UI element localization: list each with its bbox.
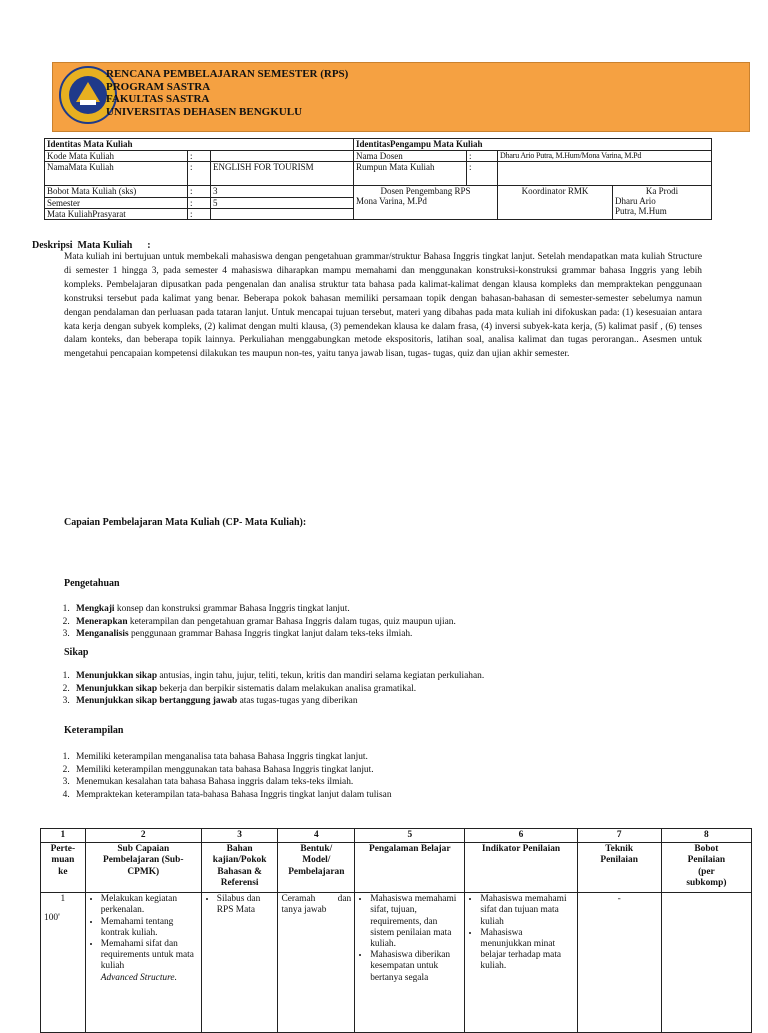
koordinator-label: Koordinator RMK [521,186,589,196]
keterampilan-item: 2. Memiliki keterampilan menggunakan tata bahasa Bahasa Inggris tingkat lanjut. [72,764,712,777]
semester-sep: : [188,198,211,209]
keterampilan-item: 1. Memiliki keterampilan menganalisa tata bahasa Bahasa Inggris tingkat lanjut. [72,751,712,764]
header-sub-cpmk: Sub Capaian Pembelajaran (Sub- CPMK) [85,843,201,893]
prasyarat-sep: : [188,209,211,220]
header-teknik: Teknik Penilaian [577,843,661,893]
kode-label: Kode Mata Kuliah [45,151,188,162]
bobot-sep: : [188,186,211,198]
sub-cpmk-course-name: Advanced Structure. [100,972,177,983]
col-number: 1 [41,829,86,843]
pengembang-name: Mona Varina, M.Pd [356,196,427,206]
nama-sep: : [188,162,211,186]
sub-cpmk-item: • Memahami tentang kontrak kuliah. [101,917,198,939]
kode-value [211,151,354,162]
header-bahan-kajian: Bahan kajian/Pokok Bahasan & Referensi [201,843,278,893]
bentuk-cell: Ceramah dan tanya jawab [278,893,355,1033]
pengetahuan-title: Pengetahuan [64,578,120,589]
rumpun-sep: : [467,162,498,186]
pengalaman-list [358,894,461,984]
header-line-faculty: FAKULTAS SASTRA [106,93,210,105]
col-number: 7 [577,829,661,843]
rumpun-value [498,162,712,186]
bobot-label: Bobot Mata Kuliah (sks) [45,186,188,198]
bobot-value: 3 [211,186,354,198]
meeting-duration: 100' [44,913,60,924]
pengetahuan-list [54,603,712,641]
sub-cpmk-list [89,894,198,984]
pengembang-label: Dosen Pengembang RPS [380,186,471,196]
header-indikator: Indikator Penilaian [465,843,577,893]
pengetahuan-item: 2. Menerapkan keterampilan dan pengetahuan gramar Bahasa Inggris dalam tugas, quiz maupun ujian. [72,616,712,629]
keterampilan-title: Keterampilan [64,725,124,736]
meeting-cell [41,893,86,1033]
identity-title: Identitas Mata Kuliah [45,139,354,151]
header-line-program: PROGRAM SASTRA [106,80,211,93]
indikator-cell [465,893,577,1033]
pengetahuan-item: 3. Menganalisis penggunaan grammar Bahasa Inggris tingkat lanjut dalam teks-teks ilmiah. [72,628,712,641]
keterampilan-item: 4. Mempraktekan keterampilan tata-bahasa Bahasa Inggris tingkat lanjut dalam tulisan [72,789,712,802]
identity-table [44,138,712,220]
sub-cpmk-item: • Melakukan kegiatan perkenalan. [101,894,198,916]
teknik-cell: - [577,893,661,1033]
kode-sep: : [188,151,211,162]
pengalaman-item: • Mahasiswa memahami sifat, tujuan, requirements, dan sistem penilaian mata kuliah. [370,894,461,950]
semester-label: Semester [45,198,188,209]
col-number: 6 [465,829,577,843]
pengalaman-item: • Mahasiswa diberikan kesempatan untuk bertanya segala [370,950,461,984]
col-number: 3 [201,829,278,843]
deskripsi-label: Deskripsi Mata Kuliah : [32,240,151,251]
pengetahuan-item: 1. Mengkaji konsep dan konstruksi grammar Bahasa Inggris tingkat lanjut. [72,603,712,616]
rps-table [40,828,752,1033]
sikap-list [54,670,712,708]
kaprodi-label: Ka Prodi [645,186,679,196]
header-pertemuan: Perte- muan ke [41,843,86,893]
meeting-number: 1 [60,894,66,905]
indikator-item: • Mahasiswa memahami sifat dan tujuan mata kuliah [480,894,573,928]
col-number: 4 [278,829,355,843]
header-line-university: UNIVERSITAS DEHASEN BENGKULU [106,105,303,118]
lecturer-identity-title: IdentitasPengampu Mata Kuliah [354,139,712,151]
pengembang-cell [354,186,498,220]
sub-cpmk-item: • Memahami sifat dan requirements untuk mata kuliah Advanced Structure. [101,939,198,984]
sikap-item: 1. Menunjukkan sikap antusias, ingin tahu, jujur, teliti, tekun, kritis dan mandiri selama kegiatan perkuliahan. [72,670,712,683]
sikap-item: 2. Menunjukkan sikap bekerja dan berpikir sistematis dalam melakukan analisa gramatikal. [72,683,712,696]
keterampilan-list [54,751,712,801]
capaian-title: Capaian Pembelajaran Mata Kuliah (CP- Mata Kuliah): [64,517,307,528]
header-pengalaman: Pengalaman Belajar [355,843,465,893]
col-number: 8 [661,829,751,843]
kaprodi-name-1: Dharu Ario [615,196,656,206]
nama-label: NamaMata Kuliah [45,162,188,186]
col-number: 2 [85,829,201,843]
sikap-title: Sikap [64,647,89,658]
bobot-cell [661,893,751,1033]
col-number: 5 [355,829,465,843]
header-bentuk: Bentuk/ Model/ Pembelajaran [278,843,355,893]
header-line-rps: RENCANA PEMBELAJARAN SEMESTER (RPS) [106,68,349,80]
indikator-list [468,894,573,972]
sub-cpmk-cell [85,893,201,1033]
prasyarat-label: Mata KuliahPrasyarat [45,209,188,220]
dosen-sep: : [467,151,498,162]
kaprodi-name-2: Putra, M.Hum [615,206,667,216]
koordinator-cell [498,186,613,220]
header-title-block [106,68,348,118]
prasyarat-value [211,209,354,220]
pengalaman-cell [355,893,465,1033]
kaprodi-cell [613,186,712,220]
dosen-label: Nama Dosen [354,151,467,162]
bahan-list [205,894,275,916]
bahan-item: • Silabus dan RPS Mata [217,894,275,916]
deskripsi-text: Mata kuliah ini bertujuan untuk membekali mahasiswa dengan pengetahuan grammar/struktur Bahasa Inggris tingkat lanjut. Setelah mendapatkan mata kuliah Structure di semester 1 hingga 3, pada semester 4 mahasiswa diharapkan mampu memahami dan menggunakan konstruksi-konstruksi grammar bahasa Inggris yang lebih kompleks. Pembelajaran dipusatkan pada pengenalan dan analisa struktur tata bahasa pada kalimat-kalimat dengan klausa kompleks dan mempraktekan penggunaan konstruksi tersebut pada kalimat yang benar. Beberapa pokok bahasan memiliki persamaan topik dengan bahasan-bahasan di semester-semester sebelumya namun dengan pendalaman dan perluasan pada tataran lanjut. Untuk mencapai tujuan tersebut, materi yang dibahas pada mata kuliah ini difokuskan pada: (1) kesesuaian antara kata kerja dengan subyek kompleks, (2) kalimat dengan multi klausa, (3) pemendekan klausa ke dalam frasa, (4) inversi subyek-kata kerja, (5) kalimat pasif , (6) tenses dalam konteks, dan beberapa topik lainnya. Perkuliahan menggabungkan metode ekspositoris, latihan soal, analisa kalimat dan tugas perorangan.. Asesmen untuk mengetahui pencapaian kompetensi dilakukan tes maupun non-tes, yaitu tanya jawab lisan, tugas- tugas, quiz dan ujian akhir semester. [64,252,702,360]
nama-value: ENGLISH FOR TOURISM [211,162,354,186]
bahan-cell [201,893,278,1033]
indikator-item: • Mahasiswa menunjukkan minat belajar terhadap mata kuliah. [480,928,573,973]
rumpun-label: Rumpun Mata Kuliah [354,162,467,186]
semester-value: 5 [211,198,354,209]
header-bobot: Bobot Penilaian (per subkomp) [661,843,751,893]
sikap-item: 3. Menunjukkan sikap bertanggung jawab atas tugas-tugas yang diberikan [72,695,712,708]
dosen-value: Dharu Ario Putra, M.Hum/Mona Varina, M.Pd [498,151,712,162]
keterampilan-item: 3. Menemukan kesalahan tata bahasa Bahasa inggris dalam teks-teks ilmiah. [72,776,712,789]
